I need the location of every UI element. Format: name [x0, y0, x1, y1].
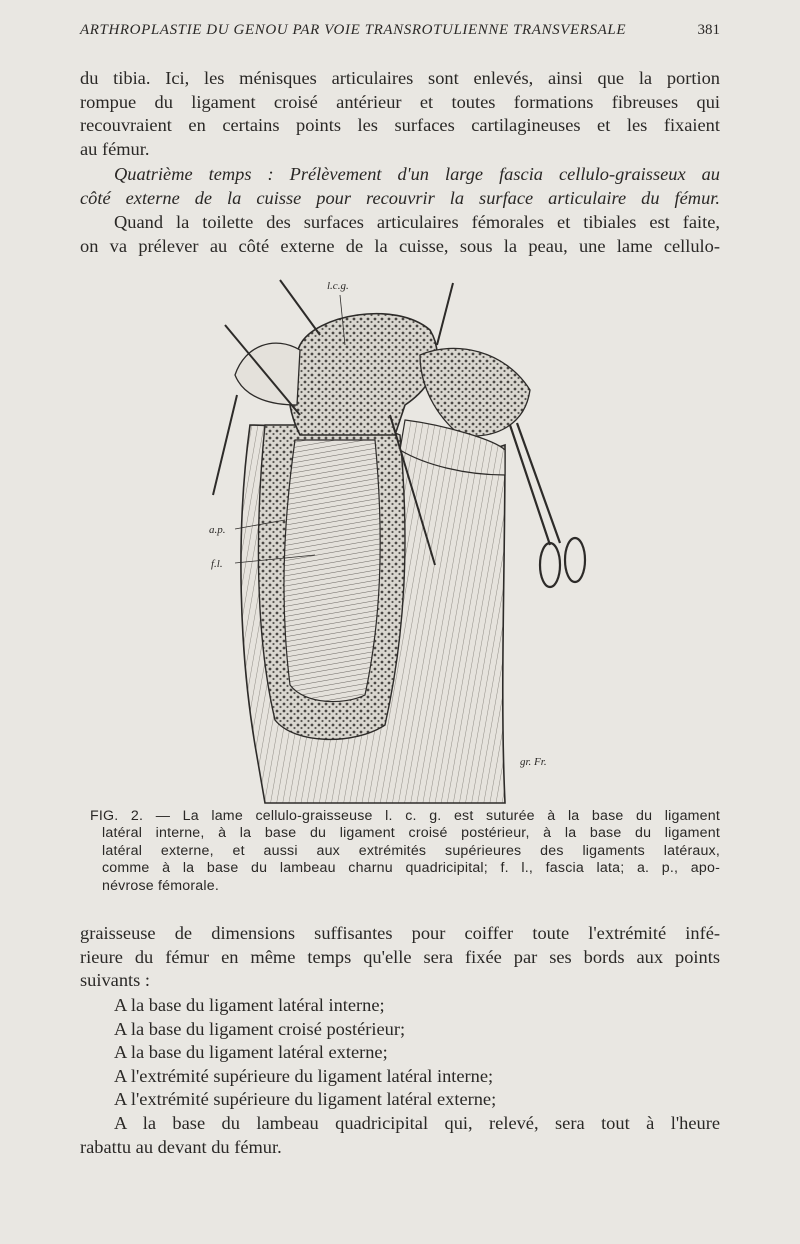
caption-line: latéral interne, à la base du ligament croisé postérieur, à la base du ligament: [102, 825, 720, 842]
list-item: A la base du lambeau quadricipital qui, relevé, sera tout à l'heure: [114, 1112, 720, 1133]
forceps-icon: [510, 423, 585, 587]
text-line: au fémur.: [80, 138, 150, 159]
text-line: recouvraient en certains points les surfaces cartilagineuses et les fixaient: [80, 115, 720, 136]
section-heading: [80, 163, 720, 210]
artist-signature: gr. Fr.: [520, 756, 547, 768]
caption-line: névrose fémorale.: [102, 877, 219, 894]
text-line: rieure du fémur en même temps qu'elle sera fixée par ses bords aux points: [80, 946, 720, 967]
heading-line: côté externe de la cuisse pour recouvrir la surface articulaire du fémur.: [80, 187, 720, 208]
caption-line: latéral externe, et aussi aux extrémités supérieures des ligaments latéraux,: [102, 842, 720, 859]
text-line: graisseuse de dimensions suffisantes pour coiffer toute l'extrémité infé-: [80, 923, 720, 943]
patella-left: [235, 343, 300, 405]
page-number: 381: [697, 22, 720, 38]
running-head: [80, 22, 720, 39]
label-fl: f.l.: [211, 558, 223, 570]
text-line: du tibia. Ici, les ménisques articulaires sont enlevés, ainsi que la portion: [80, 68, 720, 88]
illustration-svg: [205, 275, 600, 805]
caption-line: comme à la base du lambeau charnu quadricipital; f. l., fascia lata; a. p., apo-: [102, 860, 720, 877]
list-item: A la base du ligament latéral interne;: [114, 995, 385, 1015]
text-line: on va prélever au côté externe de la cuisse, sous la peau, une lame cellulo-: [80, 235, 720, 256]
paragraph-2: [80, 211, 720, 258]
attachment-list: [80, 994, 720, 1159]
caption-line: FIG. 2. — La lame cellulo-graisseuse l. c. g. est suturée à la base du ligament: [90, 808, 720, 824]
text-line: Quand la toilette des surfaces articulaires fémorales et tibiales est faite,: [114, 212, 720, 232]
list-item: A l'extrémité supérieure du ligament latéral externe;: [114, 1089, 497, 1110]
retractor-left-2: [280, 280, 320, 335]
paragraph-1: [80, 67, 720, 161]
text-line: rompue du ligament croisé antérieur et toutes formations fibreuses qui: [80, 91, 720, 112]
label-lcg: l.c.g.: [327, 280, 349, 292]
text-line: rabattu au devant du fémur.: [80, 1136, 282, 1157]
needle-top: [437, 283, 453, 345]
text-line: suivants :: [80, 970, 150, 991]
list-item: A la base du ligament latéral externe;: [114, 1042, 388, 1063]
fascia-lata: [284, 440, 380, 702]
quadriceps-right: [420, 348, 530, 436]
running-head-title: ARTHROPLASTIE DU GENOU PAR VOIE TRANSROTULIENNE TRANSVERSALE: [80, 22, 627, 38]
list-item: A la base du ligament croisé postérieur;: [114, 1018, 406, 1039]
list-item: A l'extrémité supérieure du ligament latéral interne;: [114, 1065, 494, 1086]
probe-left: [213, 395, 237, 495]
paragraph-3: [80, 922, 720, 993]
figure-caption: [90, 808, 720, 895]
label-ap: a.p.: [209, 524, 226, 536]
heading-line: Quatrième temps : Prélèvement d'un large fascia cellulo-graisseux au: [114, 164, 720, 184]
surgical-illustration: [205, 275, 600, 805]
femur-condyles: [289, 314, 437, 435]
